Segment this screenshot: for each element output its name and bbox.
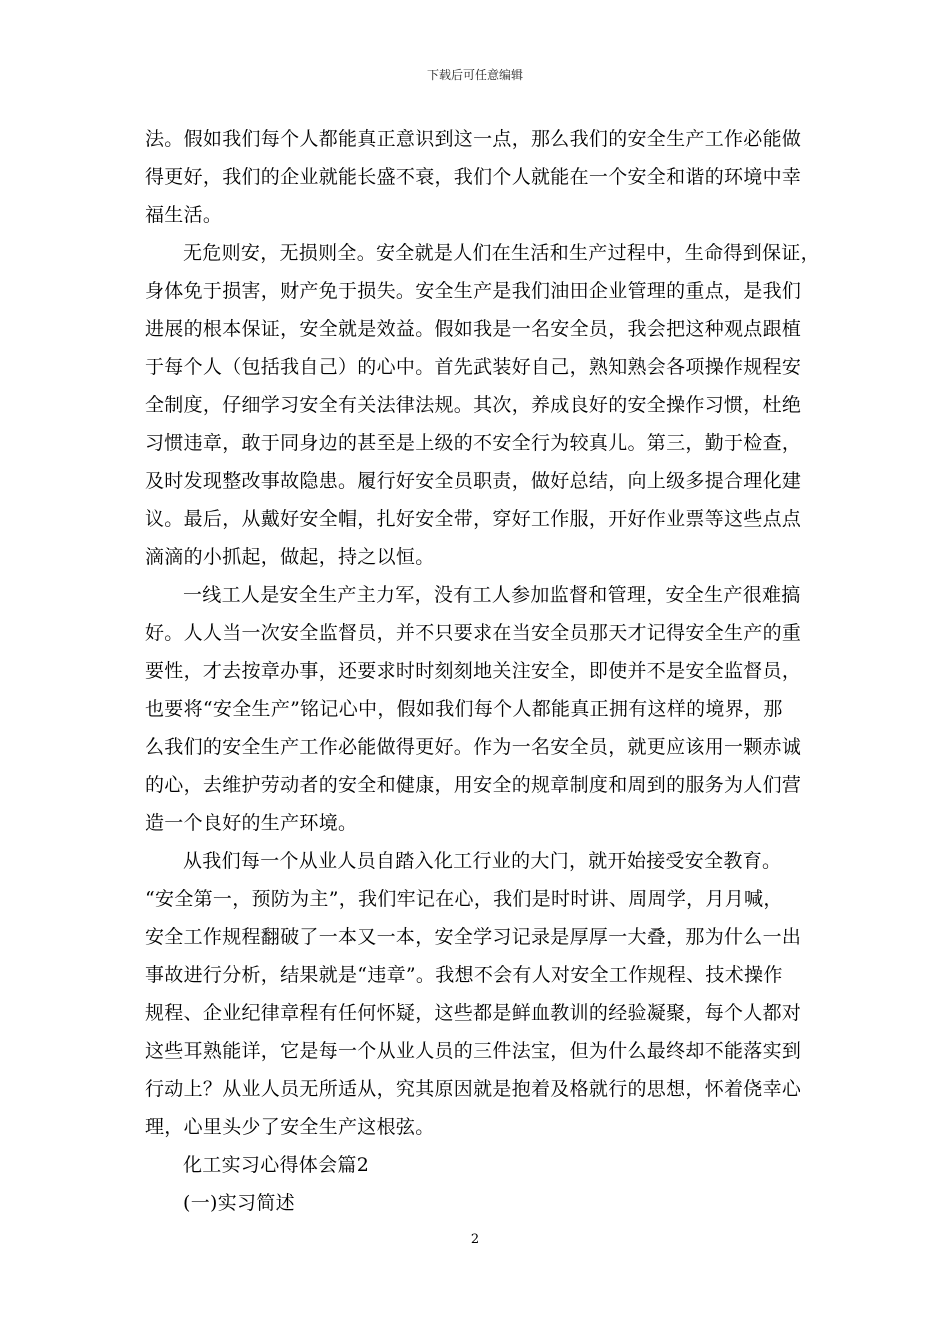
document-body <box>145 120 820 1222</box>
text-line: “安全第一，预防为主”，我们牢记在心，我们是时时讲、周周学，月月喊， <box>145 888 783 910</box>
text-line: 于每个人（包括我自己）的心中。首先武装好自己，熟知熟会各项操作规程安 <box>145 356 802 378</box>
paragraph-first-line: 无危则安，无损则全。安全就是人们在生活和生产过程中，生命得到保证， <box>183 242 820 264</box>
text-line: 行动上？从业人员无所适从，究其原因就是抱着及格就行的思想，怀着侥幸心 <box>145 1078 802 1100</box>
text-line: 滴滴的小抓起，做起，持之以恒。 <box>145 546 435 568</box>
text-line: 身体免于损害，财产免于损失。安全生产是我们油田企业管理的重点，是我们 <box>145 280 802 302</box>
text-line: 好。人人当一次安全监督员，并不只要求在当安全员那天才记得安全生产的重 <box>145 622 802 644</box>
text-line: 全制度，仔细学习安全有关法律法规。其次，养成良好的安全操作习惯，杜绝 <box>145 394 802 416</box>
text-line: 进展的根本保证，安全就是效益。假如我是一名安全员，我会把这种观点跟植 <box>145 318 802 340</box>
paragraph-first-line: 一线工人是安全生产主力军，没有工人参加监督和管理，安全生产很难搞 <box>183 584 801 606</box>
subsection-heading: (一)实习简述 <box>183 1192 295 1214</box>
page-number: 2 <box>470 1232 480 1247</box>
section-heading: 化工实习心得体会篇2 <box>183 1154 370 1176</box>
page-header: 下载后可任意编辑 <box>426 68 523 82</box>
text-line: 也要将“安全生产”铭记心中，假如我们每个人都能真正拥有这样的境界，那 <box>145 698 783 720</box>
text-line: 么我们的安全生产工作必能做得更好。作为一名安全员，就更应该用一颗赤诚 <box>145 736 802 758</box>
text-line: 规程、企业纪律章程有任何怀疑，这些都是鲜血教训的经验凝聚，每个人都对 <box>145 1002 802 1024</box>
paragraph-first-line: 从我们每一个从业人员自踏入化工行业的大门，就开始接受安全教育。 <box>183 850 782 872</box>
text-line: 习惯违章，敢于同身边的甚至是上级的不安全行为较真儿。第三，勤于检查， <box>145 432 802 454</box>
text-line: 这些耳熟能详，它是每一个从业人员的三件法宝，但为什么最终却不能落实到 <box>145 1040 802 1062</box>
text-line: 事故进行分析，结果就是“违章”。我想不会有人对安全工作规程、技术操作 <box>145 964 783 986</box>
text-line: 福生活。 <box>145 204 223 226</box>
text-line: 造一个良好的生产环境。 <box>145 812 358 834</box>
text-line: 及时发现整改事故隐患。履行好安全员职责，做好总结，向上级多提合理化建 <box>145 470 802 492</box>
text-line: 安全工作规程翻破了一本又一本，安全学习记录是厚厚一大叠，那为什么一出 <box>145 926 802 948</box>
text-line: 要性，才去按章办事，还要求时时刻刻地关注安全，即使并不是安全监督员， <box>145 660 802 682</box>
text-line: 议。最后，从戴好安全帽，扎好安全带，穿好工作服，开好作业票等这些点点 <box>145 508 802 530</box>
text-line: 的心，去维护劳动者的安全和健康，用安全的规章制度和周到的服务为人们营 <box>145 774 802 796</box>
text-line: 法。假如我们每个人都能真正意识到这一点，那么我们的安全生产工作必能做 <box>145 128 802 150</box>
text-line: 理，心里头少了安全生产这根弦。 <box>145 1116 435 1138</box>
text-line: 得更好，我们的企业就能长盛不衰，我们个人就能在一个安全和谐的环境中幸 <box>145 166 802 188</box>
